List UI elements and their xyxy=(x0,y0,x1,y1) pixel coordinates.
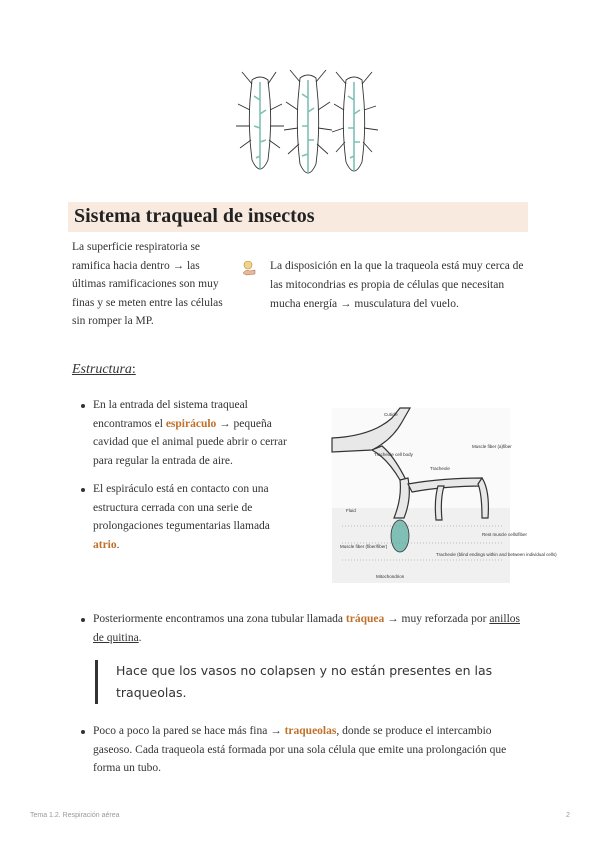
traquea-list xyxy=(93,610,533,647)
label-tracheole: Tracheole xyxy=(430,466,450,471)
quote-block: Hace que los vasos no colapsen y no están presentes en las traqueolas. xyxy=(95,660,536,704)
list-item: Posteriormente encontramos una zona tubular llamada tráquea → muy reforzada por anillos de quitina. xyxy=(93,610,533,647)
footer-title: Tema 1.2. Respiración aérea xyxy=(30,812,120,819)
section-heading-estructura: Estructura: xyxy=(72,362,136,377)
intro-paragraph: La superficie respiratoria se ramifica hacia dentro → las últimas ramificaciones son muy finas y se meten entre las células sin romper la MP. xyxy=(72,241,223,327)
label-cuticle: Cuticle xyxy=(384,412,398,417)
highlight-term: espiráculo xyxy=(165,417,217,430)
underlined-term: anillos de quitina xyxy=(93,613,520,644)
label-muscle-cells: Rest muscle cells/fiber xyxy=(482,532,528,537)
list-item: Poco a poco la pared se hace más fina → traqueolas, donde se produce el intercambio gaseoso. Cada traqueola está formada por una sola célula que emite una prolongación que forma un tubo. xyxy=(93,722,533,778)
label-muscle-fiber: Muscle fiber (fiber/fiber) xyxy=(340,544,388,549)
list-item: En la entrada del sistema traqueal encontramos el espiráculo → pequeña cavidad que el animal puede abrir o cerrar para regular la entrada de aire. xyxy=(93,396,293,470)
highlight-term: atrio xyxy=(93,538,117,551)
structure-list xyxy=(93,396,293,564)
page-number: 2 xyxy=(566,812,570,819)
title-bar xyxy=(68,202,528,232)
highlight-term: tráquea xyxy=(345,613,385,625)
label-fluid: Fluid xyxy=(346,508,356,513)
label-tracheoles-ends: Tracheole (blind endings within and between individual cells) xyxy=(436,552,557,557)
tracheal-diagram xyxy=(332,408,557,583)
lightbulb-hand-icon xyxy=(240,259,258,277)
highlight-term: traqueolas xyxy=(284,725,337,737)
label-muscle-fiber-ab: Muscle fiber (a)fiber xyxy=(472,444,512,449)
label-mitochondrion: Mitochondrion xyxy=(376,574,405,579)
insect-tracheal-illustration xyxy=(230,70,380,185)
traqueolas-list xyxy=(93,722,533,778)
label-tracheole-cell: Tracheole cell body xyxy=(374,452,413,457)
callout-text: La disposición en la que la traqueola está muy cerca de las mitocondrias es propia de células que necesitan mucha energía → musculatura del vuelo. xyxy=(270,260,524,310)
list-item: El espiráculo está en contacto con una estructura cerrada con una serie de prolongaciones tegumentarias llamada atrio. xyxy=(93,480,293,554)
page-title: Sistema traqueal de insectos xyxy=(74,205,315,227)
